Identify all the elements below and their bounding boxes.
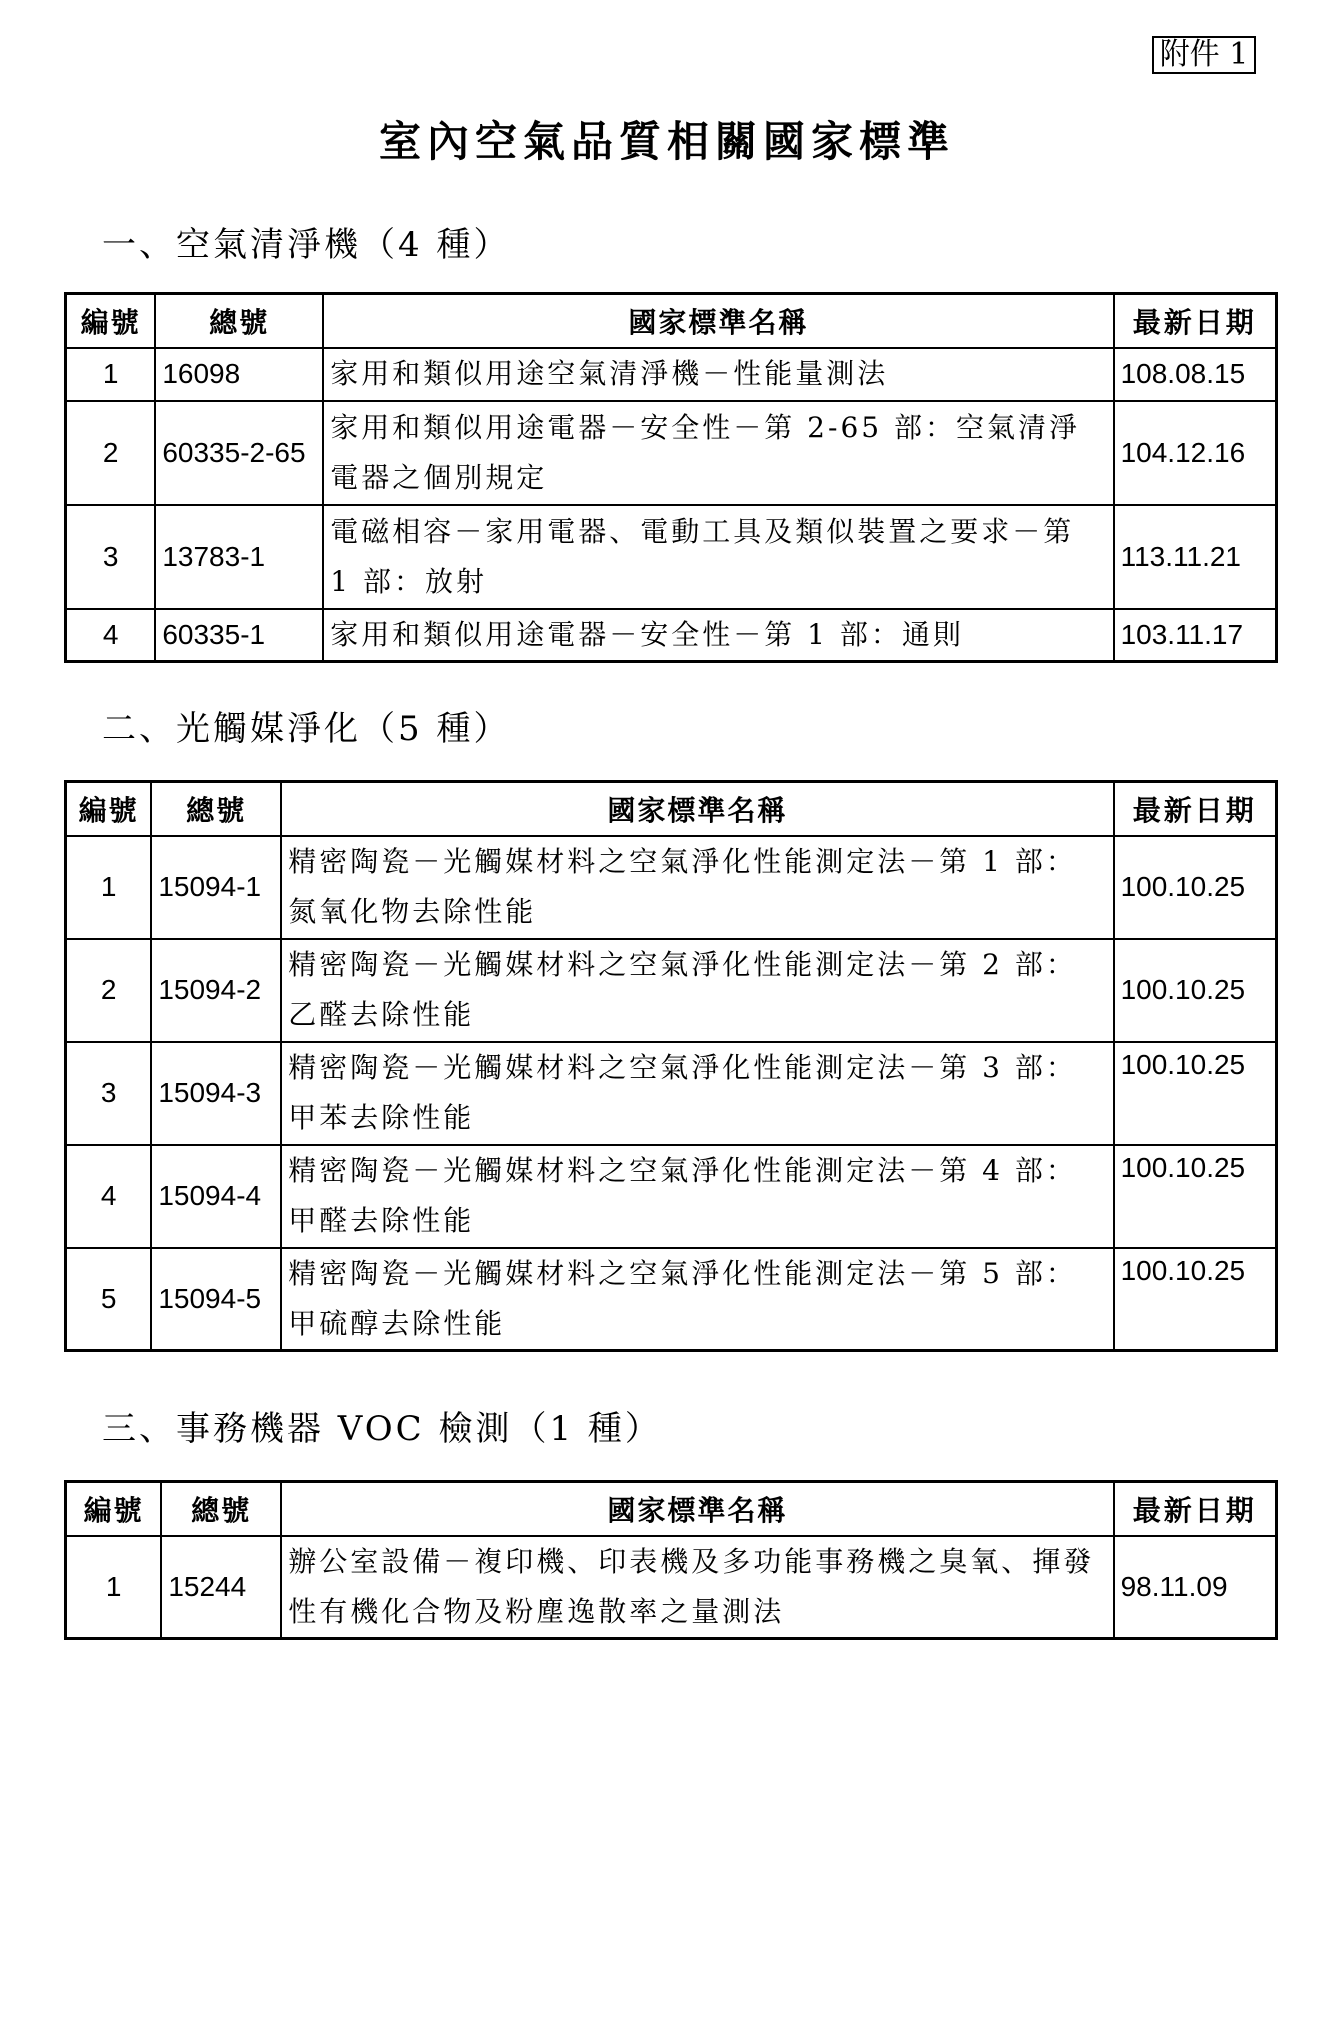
row-name: 辦公室設備－複印機、印表機及多功能事務機之臭氧、揮發性有機化合物及粉塵逸散率之量測法 xyxy=(281,1536,1113,1639)
row-name: 精密陶瓷－光觸媒材料之空氣淨化性能測定法－第 3 部：甲苯去除性能 xyxy=(281,1042,1113,1145)
row-no: 3 xyxy=(66,505,156,609)
page-title: 室內空氣品質相關國家標準 xyxy=(378,117,955,166)
row-no: 1 xyxy=(66,1536,162,1639)
table-row xyxy=(66,1248,1277,1351)
row-code: 60335-2-65 xyxy=(155,401,323,505)
row-code: 60335-1 xyxy=(155,609,323,662)
column-header-name: 國家標準名稱 xyxy=(281,782,1113,836)
row-no: 1 xyxy=(66,348,156,401)
table-row xyxy=(66,401,1277,505)
row-name: 電磁相容－家用電器、電動工具及類似裝置之要求－第 1 部：放射 xyxy=(323,505,1113,609)
row-name: 家用和類似用途電器－安全性－第 2-65 部：空氣清淨電器之個別規定 xyxy=(323,401,1113,505)
row-code: 15094-1 xyxy=(151,836,281,939)
section-heading-photocatalyst: 二、光觸媒淨化（5 種） xyxy=(102,709,511,749)
row-no: 4 xyxy=(66,609,156,662)
column-header-date: 最新日期 xyxy=(1114,294,1277,348)
column-header-name: 國家標準名稱 xyxy=(281,1482,1113,1536)
column-header-code: 總號 xyxy=(151,782,281,836)
row-date: 100.10.25 xyxy=(1114,1248,1277,1351)
row-name: 家用和類似用途電器－安全性－第 1 部：通則 xyxy=(323,609,1113,662)
row-code: 13783-1 xyxy=(155,505,323,609)
column-header-no: 編號 xyxy=(66,1482,162,1536)
row-name: 精密陶瓷－光觸媒材料之空氣淨化性能測定法－第 2 部：乙醛去除性能 xyxy=(281,939,1113,1042)
row-code: 16098 xyxy=(155,348,323,401)
section-heading-air-purifier: 一、空氣清淨機（4 種） xyxy=(102,225,511,265)
column-header-code: 總號 xyxy=(155,294,323,348)
row-code: 15094-3 xyxy=(151,1042,281,1145)
row-name: 精密陶瓷－光觸媒材料之空氣淨化性能測定法－第 5 部：甲硫醇去除性能 xyxy=(281,1248,1113,1351)
table-row xyxy=(66,1042,1277,1145)
row-no: 4 xyxy=(66,1145,152,1248)
column-header-no: 編號 xyxy=(66,782,152,836)
row-code: 15094-4 xyxy=(151,1145,281,1248)
table-row xyxy=(66,939,1277,1042)
row-no: 3 xyxy=(66,1042,152,1145)
column-header-date: 最新日期 xyxy=(1114,1482,1277,1536)
section-heading-office-voc: 三、事務機器 VOC 檢測（1 種） xyxy=(102,1409,662,1449)
table-header-row xyxy=(66,1482,1277,1536)
row-date: 100.10.25 xyxy=(1114,836,1277,939)
column-header-date: 最新日期 xyxy=(1114,782,1277,836)
table-header-row xyxy=(66,782,1277,836)
row-code: 15094-5 xyxy=(151,1248,281,1351)
table-header-row xyxy=(66,294,1277,348)
row-date: 100.10.25 xyxy=(1114,939,1277,1042)
row-name: 精密陶瓷－光觸媒材料之空氣淨化性能測定法－第 1 部：氮氧化物去除性能 xyxy=(281,836,1113,939)
standards-table-photocatalyst xyxy=(64,780,1278,1352)
standards-table-air-purifier xyxy=(64,292,1278,663)
table-row xyxy=(66,609,1277,662)
row-code: 15094-2 xyxy=(151,939,281,1042)
table-row xyxy=(66,348,1277,401)
row-name: 精密陶瓷－光觸媒材料之空氣淨化性能測定法－第 4 部：甲醛去除性能 xyxy=(281,1145,1113,1248)
column-header-no: 編號 xyxy=(66,294,156,348)
column-header-name: 國家標準名稱 xyxy=(323,294,1113,348)
row-date: 104.12.16 xyxy=(1114,401,1277,505)
row-date: 113.11.21 xyxy=(1114,505,1277,609)
row-name: 家用和類似用途空氣清淨機－性能量測法 xyxy=(323,348,1113,401)
table-row xyxy=(66,836,1277,939)
table-row xyxy=(66,1536,1277,1639)
row-date: 100.10.25 xyxy=(1114,1145,1277,1248)
table-row xyxy=(66,1145,1277,1248)
row-no: 1 xyxy=(66,836,152,939)
row-date: 98.11.09 xyxy=(1114,1536,1277,1639)
column-header-code: 總號 xyxy=(161,1482,281,1536)
standards-table-office-voc xyxy=(64,1480,1278,1640)
row-date: 100.10.25 xyxy=(1114,1042,1277,1145)
row-date: 103.11.17 xyxy=(1114,609,1277,662)
row-no: 2 xyxy=(66,939,152,1042)
attachment-label: 附件 1 xyxy=(1152,36,1256,74)
row-date: 108.08.15 xyxy=(1114,348,1277,401)
row-code: 15244 xyxy=(161,1536,281,1639)
row-no: 2 xyxy=(66,401,156,505)
row-no: 5 xyxy=(66,1248,152,1351)
table-row xyxy=(66,505,1277,609)
